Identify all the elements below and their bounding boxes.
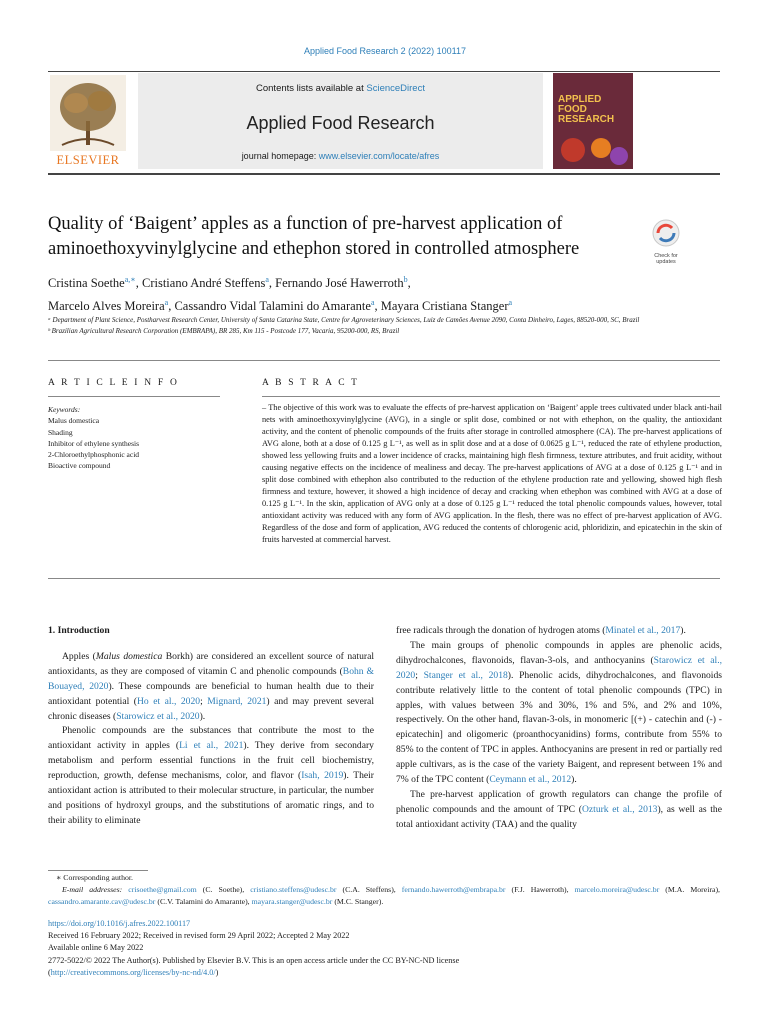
citation-link[interactable]: Mignard, 2021 <box>207 695 267 707</box>
paragraph: Apples (Malus domestica Borkh) are considered an excellent source of natural antioxidants, as they are composed of vitamin C and phenolic compounds (Bohn & Bouayed, 2020). These compounds are beneficial to human health due to their antioxidant potential (Ho et al., 2020; Mignard, 2021) and may prevent several chronic diseases (Starowicz et al., 2020). <box>48 650 374 722</box>
article-title: Quality of ‘Baigent’ apples as a function of pre-harvest application of aminoethoxyvinylglycine and ethephon stored in controlled atmosphere <box>48 214 580 259</box>
keyword: Bioactive compound <box>48 461 111 471</box>
elsevier-wordmark: ELSEVIER <box>56 153 120 167</box>
footnote-rule <box>48 870 148 871</box>
body-column-right <box>396 624 722 833</box>
journal-reference[interactable]: Applied Food Research 2 (2022) 100117 <box>304 46 466 56</box>
author-affiliation-mark[interactable]: a <box>508 298 513 308</box>
keywords-label: Keywords: <box>48 405 81 414</box>
paragraph: Phenolic compounds are the substances that contribute the most to the antioxidant activity in apples (Li et al., 2021). They derive from secondary metabolism and perform essential functions in the fruit cell biochemistry, reproduction, growth, defense mechanisms, color, and flavor (Isah, 2019). Their antioxidant action is attributed to their molecular structure, in particular, the number and positions of hydroxyl groups, and the substitutions of aromatic rings, and to their ability to eliminate <box>48 725 374 826</box>
author-separator: , <box>407 276 411 291</box>
keyword: 2-Chloroethylphosphonic acid <box>48 450 140 460</box>
citation-link[interactable]: Starowicz et al., 2020 <box>116 710 200 722</box>
contents-prefix: Contents lists available at <box>256 83 364 94</box>
affiliations <box>48 315 728 337</box>
journal-cover-image[interactable] <box>553 73 633 169</box>
divider <box>48 360 720 361</box>
author-name[interactable]: Cristina Soethe <box>48 276 125 291</box>
email-link[interactable]: cassandro.amarante.cav@udesc.br <box>48 897 156 906</box>
citation-link[interactable]: Stanger et al., 2018 <box>423 669 508 681</box>
cover-line-2: FOOD <box>558 104 587 115</box>
author-affiliation-mark[interactable]: a,∗ <box>124 275 136 284</box>
abstract-heading: A B S T R A C T <box>262 378 360 388</box>
elsevier-logo[interactable] <box>48 73 128 169</box>
paragraph: The pre-harvest application of growth regulators can change the profile of phenolic compounds and the amount of TPC (Ozturk et al., 2013), as well as the total antioxidant activity (TAA) and the quality <box>396 788 722 830</box>
author-name[interactable]: Fernando José Hawerroth <box>275 276 404 291</box>
journal-title: Applied Food Research <box>246 113 435 133</box>
article-info-heading: A R T I C L E I N F O <box>48 378 180 388</box>
cover-title <box>558 95 614 125</box>
email-addresses: E-mail addresses: crisoethe@gmail.com (C. Soethe), cristiano.steffens@udesc.br (C.A. Steffens), fernando.hawerroth@embrapa.br (F.J. Hawerroth), marcelo.moreira@udesc.br (M.A. Moreira), cassandro.amarante.cav@udesc.br (C.V. Talamini do Amarante), mayara.stanger@udesc.br (M.C. Stanger). <box>48 885 720 906</box>
citation-link[interactable]: Isah, 2019 <box>301 770 344 782</box>
author-name[interactable]: Cassandro Vidal Talamini do Amarante <box>174 299 371 314</box>
author-separator: , <box>374 299 381 314</box>
homepage-link[interactable]: www.elsevier.com/locate/afres <box>318 151 440 161</box>
citation-link[interactable]: Starowicz et al., 2020 <box>396 654 722 681</box>
keyword: Inhibitor of ethylene synthesis <box>48 438 140 448</box>
email-link[interactable]: fernando.hawerroth@embrapa.br <box>401 885 506 894</box>
email-link[interactable]: mayara.stanger@udesc.br <box>251 897 333 906</box>
citation-link[interactable]: Li et al., 2021 <box>179 740 244 752</box>
available-online: Available online 6 May 2022 <box>48 943 144 953</box>
body-column-left <box>48 624 374 829</box>
paragraph: The main groups of phenolic compounds in apples are phenolic acids, dihydrochalcones, flavonoids, flavan-3-ols, and anthocyanins (Starowicz et al., 2020; Stanger et al., 2018). Phenolic acids, dihydrochalcones, and flavonoids contribute relatively little to the content of total phenolic compounds (TPC) in apples, with values between 3% and 30%, 1% and 5%, and 2% and 10%, respectively. On the other hand, flavan-3-ols, in monomeric [(+) - catechin and (-) - epicatechin] and oligomeric (proanthocyanidins) forms, contribute from 55% to 85% to the content of TPC in apples. Anthocyanins are present in red or partially red apple cultivars, as is the case of the variety Baigent, and represent between 1% and 7% of the TPC content (Ceymann et al., 2012). <box>396 639 722 786</box>
journal-masthead <box>48 73 635 169</box>
check-updates-line-1: Check for <box>654 253 678 259</box>
citation-link[interactable]: Ho et al., 2020 <box>136 695 201 707</box>
doi-link[interactable]: https://doi.org/10.1016/j.afres.2022.100117 <box>48 919 191 928</box>
author-name[interactable]: Cristiano André Steffens <box>141 276 266 291</box>
citation-link[interactable]: Minatel et al., 2017 <box>605 625 681 636</box>
email-label: E-mail addresses: <box>62 885 123 894</box>
citation-link[interactable]: Ceymann et al., 2012 <box>489 774 572 786</box>
received-dates: Received 16 February 2022; Received in revised form 29 April 2022; Accepted 2 May 2022 <box>48 931 350 941</box>
author-affiliation-mark[interactable]: b <box>403 275 408 284</box>
homepage-prefix: journal homepage: <box>241 151 317 161</box>
author-name[interactable]: Mayara Cristiana Stanger <box>380 299 509 314</box>
license-url-line: (http://creativecommons.org/licenses/by-nc-nd/4.0/) <box>48 967 219 977</box>
article-metadata <box>48 918 720 979</box>
keywords-block <box>48 404 223 472</box>
corresponding-author-note: ∗ Corresponding author. <box>56 873 133 882</box>
keyword: Shading <box>48 427 73 437</box>
license-statement: 2772-5022/© 2022 The Author(s). Published by Elsevier B.V. This is an open access article under the CC BY-NC-ND license <box>48 955 460 965</box>
author-affiliation-mark[interactable]: a <box>370 298 375 308</box>
keyword: Malus domestica <box>48 416 100 426</box>
citation-link[interactable]: Ozturk et al., 2013 <box>581 803 658 815</box>
masthead-center-panel <box>138 73 543 169</box>
footnotes <box>48 872 720 908</box>
section-heading-introduction: 1. Introduction <box>48 625 110 636</box>
check-for-updates-button[interactable] <box>648 218 684 265</box>
author-separator: , <box>168 299 175 314</box>
paragraph: free radicals through the donation of hydrogen atoms (Minatel et al., 2017). <box>396 625 686 636</box>
author-affiliation-mark[interactable]: a <box>164 298 169 308</box>
email-link[interactable]: marcelo.moreira@udesc.br <box>574 885 660 894</box>
affiliation-b: ᵇ Brazilian Agricultural Research Corporation (EMBRAPA), BR 285, Km 115 - Postcode 177, Vacaria, 95200-000, RS, Brazil <box>48 327 400 335</box>
contents-line <box>138 83 543 94</box>
author-separator: , <box>135 276 142 291</box>
author-affiliation-mark[interactable]: a <box>265 275 269 284</box>
license-link[interactable]: http://creativecommons.org/licenses/by-nc-nd/4.0/ <box>50 967 216 977</box>
cover-line-1: APPLIED <box>558 94 602 105</box>
cover-line-3: RESEARCH <box>558 114 615 125</box>
homepage-line <box>138 151 543 161</box>
abstract-text: – The objective of this work was to evaluate the effects of pre-harvest application on ‘Baigent’ apple trees cultivated under black anti-hail nets with aminoethoxyvinylglycine (AVG), in a single or split dose, combined or not with ethephon, on the quality, the antioxidant activity, and the content of phenolic compounds of the fruits after storage in controlled atmosphere (CA). The pre-harvest applications of AVG alone, both at a dose of 0.125 g L⁻¹, as well as in split dose and at a dose of 0.0625 g L⁻¹, reduced the rate of ethylene production, showed less yellowing fruits and a lower incidence of cracks, maintaining high flesh firmness, texture attributes, and fruit acidity, without causing negative effects on the incidence of mealiness and decay. The pre-harvest applications of AVG at a dose of 0.125 g L⁻¹ and in split dose combined with ethephon also contributed to the reduction of the ethylene production rate and yellowing, showed high flesh firmness and texture, however, it showed a high incidence of decay and cracking when ethephon was combined with AVG at a dose of 0.125 g L⁻¹. In the skin, application of AVG only at a dose of 0.125 g L⁻¹ reduced the total phenolic compounds values, however, total antioxidant activity was reduced with any form of AVG application. In the flesh, there was no effect of pre-harvest application of AVG. Regardless of the dose and form of application, AVG reduced the contents of chlorogenic acid, phloridizin, and epicatechin in the skin of fruits harvested at commercial harvest. <box>262 403 722 544</box>
masthead-top-rule <box>48 71 720 72</box>
divider <box>48 396 220 397</box>
author-list <box>48 270 688 316</box>
email-link[interactable]: cristiano.steffens@udesc.br <box>250 885 337 894</box>
citation-link[interactable]: Bohn & Bouayed, 2020 <box>48 665 374 692</box>
divider <box>48 578 720 579</box>
author-separator: , <box>268 276 276 291</box>
divider <box>262 396 720 397</box>
affiliation-a: ᵃ Department of Plant Science, Postharvest Research Center, University of Santa Catarina State, Centre for Agroveterinary Sciences, Luiz de Camões Avenue 2090, Conta Dinheiro, Lages, 88520-000, SC, Brazil <box>48 316 640 324</box>
author-name[interactable]: Marcelo Alves Moreira <box>48 299 165 314</box>
sciencedirect-link[interactable]: ScienceDirect <box>366 83 425 94</box>
masthead-bottom-rule <box>48 173 720 175</box>
check-updates-line-2: updates <box>656 259 676 265</box>
cover-artwork <box>553 128 633 169</box>
check-updates-icon <box>648 218 684 248</box>
email-link[interactable]: crisoethe@gmail.com <box>128 885 197 894</box>
